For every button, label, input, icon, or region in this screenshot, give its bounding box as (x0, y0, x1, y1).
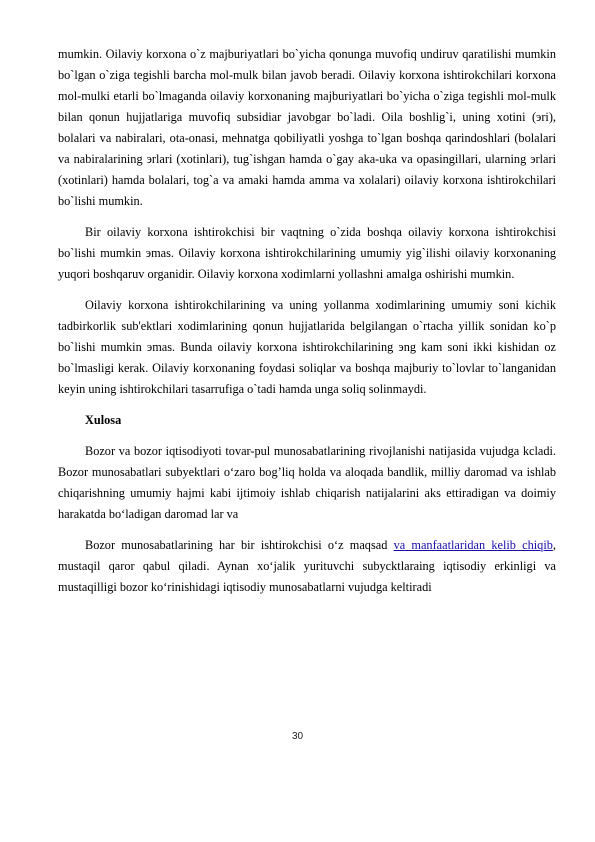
hyperlink[interactable]: va manfaatlaridan kelib chiqib (393, 538, 553, 552)
document-body (58, 44, 556, 598)
paragraph-3: Oilaviy korxona ishtirokchilarining va uning yollanma xodimlarining umumiy soni kichik tadbirkorlik sub'ektlari xodimlarining qonun hujjatlarida belgilangan o`rtacha yillik sonidan ko`p bo`lishi mumkin эmas. Bunda oilaviy korxona ishtirokchilarining эng kam soni ikki kishidan oz bo`lmasligi kerak. Oilaviy korxonaning foydasi soliqlar va boshqa majburiy to`lovlar to`langanidan keyin uning ishtirokchilari tasarrufiga o`tadi hamda unga soliq solinmaydi. (58, 298, 556, 396)
paragraph-4: Bozor va bozor iqtisodiyoti tovar-pul munosabatlarining rivojlanishi natijasida vujudga kcladi. Bozor munosabatlari subyektlari o‘zaro bog’liq holda va aloqada bandlik, milliy daromad va ishlab chiqarishning umumiy hajmi kabi ijtimoiy ishlab chiqarish natijalarini aks ettiradigan va doimiy harakatda bo‘ladigan daromad lar va (58, 444, 556, 521)
paragraph-1: mumkin. Oilaviy korxona o`z majburiyatlari bo`yicha qonunga muvofiq undiruv qaratilishi mumkin bo`lgan o`ziga tegishli barcha mol-mulk bilan javob beradi. Oilaviy korxona ishtirokchilari korxona mol-mulki etarli bo`lmaganda oilaviy korxonaning majburiyatlari bo`yicha o`ziga tegishli mol-mulk bilan qonun hujjatlariga muvofiq subsidiar javobgar bo`ladi. Oila boshlig`i, uning xotini (эri), bolalari va nabiralari, ota-onasi, mehnatga qobiliyatli yoshga to`lgan boshqa qarindoshlari (bolalari va nabiralarining эrlari (xotinlari), tug`ishgan hamda o`gay aka-uka va opasingillari, ularning эrlari (xotinlari) hamda bolalari, tog`a va amaki hamda amma va xolalari) oilaviy korxona ishtirokchilari bo`lishi mumkin. (58, 47, 556, 208)
paragraph-5-text-start: Bozor munosabatlarining har bir ishtirokchisi o‘z maqsad (85, 538, 394, 552)
section-heading: Xulosa (85, 413, 122, 427)
paragraph-5-text-end: , mustaqil qaror qabul qiladi. Aynan xo‘jalik yurituvchi subycktlaraing iqtisodiy erkinligi va mustaqilligi bozor ko‘rinishidagi iqtisodiy munosabatlarni vujudga keltiradi (58, 538, 556, 594)
paragraph-2: Bir oilaviy korxona ishtirokchisi bir vaqtning o`zida boshqa oilaviy korxona ishtirokchisi bo`lishi mumkin эmas. Oilaviy korxona ishtirokchilarining umumiy yig`ilishi oilaviy korxonaning yuqori boshqaruv organidir. Oilaviy korxona xodimlarni yollashni amalga oshirishi mumkin. (58, 225, 556, 281)
paragraph-5 (58, 535, 556, 598)
page-number: 30 (291, 731, 304, 742)
